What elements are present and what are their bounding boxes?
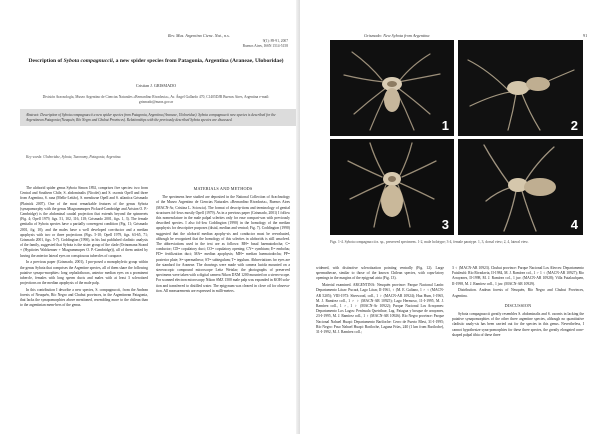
paragraph: widened, with distinctive sclerotization pointing ventrally (Fig. 12). Large spermathecae, similar to those of the known Chilean species, with copu-latory openings in the margins of the epigynal atria (Fig. 13). xyxy=(316,266,444,281)
left-column-2 xyxy=(156,186,290,296)
page-number: 91 xyxy=(583,33,588,38)
figure-caption: Figs. 1-4. Sybota compagnuccii n. sp., preserved specimens. 1-2, male holotype; 3-4, female paratype. 1, 3, dorsal view; 2, 4, lateral view. xyxy=(330,240,529,244)
left-column-1 xyxy=(20,186,148,310)
title-rest: , a new spider species from Patagonia, Argentina (Araneae, Uloboridae) xyxy=(112,58,284,64)
author: Cristian J. GRISMADO xyxy=(135,83,177,88)
paragraph: The specimens here studied are deposited in the National Collection of Arachnology of the Museo Argentino de Ciencias Naturales «Bernardino Rivadavia», Buenos Aires (MACN-Ar, Cristina L. Scioscia). The format of descrip-tions and terminology of genital structures fol-lows mostly Opell (1979). As in a previous paper (Grismado, 2001) I follow this nomenclature in the male palpal sclerites only for ease compari-son with previously described species. I also fol-low Coddington (1990) in the homology of the median apophysis for descriptive purposes (distal, median and ventral; Fig. 7). Coddington (1990) suggested that the uloborid median apophy-sis and conductor must be reevaluated, although he recognized that the homology of this sclerites in uloborids is still unsolved. The abbreviations used in the text are as follows: BH= basal haematodocha; C= conductor; CD= copulatory duct; CO= copulatory opening; CY= cymbium; E= embolus; FD= fertilization duct; MA= median apophysis; MH= median haematodocha; PP= posterior plate; S= spermatheca; ST= subtegulum; T= tegulum. Abbreviations for eyes are the standard for Araneae. The drawings were made with camera lucida mounted on a stereoscopic compound microscope Leitz Wetzlar; the photographs of preserved specimens were taken with a digital camera Nikon DXM 1200 mounted on a stereo-scope. For scanned electron microscopy Nikon SMZ 1500 male palp was expanded in KOH solu-tion and transferred to distilled water. The epigynum was cleared in clove oil for observa-tion. All measurements are expressed in milli-meters. xyxy=(156,195,290,293)
figure-panel-1 xyxy=(330,40,454,136)
figure-number: 2 xyxy=(570,118,578,133)
paragraph: In this contribution I describe a new species, S. compagnuccii, from the Andean forests of Neuquén, Río Negro and Chubut provinces, in the Argentinean Patagonia, that lacks the synapomorphies above mentioned, resembling more to the chilean than to the argentinian mem-bers of the genus. xyxy=(20,287,148,308)
figure-plate xyxy=(330,40,583,235)
title-prefix: Description of xyxy=(28,58,64,64)
figure-panel-3 xyxy=(330,139,454,235)
spider-lateral-male-image xyxy=(458,40,583,136)
figure-number: 4 xyxy=(570,217,578,232)
figure-panel-4 xyxy=(458,139,583,235)
spider-dorsal-male-image xyxy=(330,40,454,136)
spider-dorsal-female-image xyxy=(330,139,454,235)
right-column-2 xyxy=(452,266,584,339)
paragraph: In a previous paper (Grismado, 2001), I pro-posed a monophyletic group within the genus Sybota that comprises the Argentine species, all of them share the following putative synapo-morphies: long cephalothorax, anterior median eyes on a prominent tubercle, females with long sperm ducts and males with at least 3 sclerotized projections on the median apophysis of the male palp. xyxy=(20,260,148,286)
journal-line: Rev. Mus. Argentino Cienc. Nat., n.s. xyxy=(168,33,230,38)
volume-line: 9(1): 89-91, 2007 xyxy=(262,39,288,43)
section-heading: MATERIALS AND METHODS xyxy=(193,186,253,191)
abstract-box: Abstract: Description of Sybota compagnuccii a new spider species from Patagonia, Argentina (Araneae, Uloboridae). Sybota compagnuccii new species is described for the Argentinean Patagonia (Neuquén, Río Negro and Chubut Provinces). Relationships with the previously described Sybota species are discussed. xyxy=(20,109,300,126)
figure-panel-2 xyxy=(458,40,583,136)
paragraph: Material examined. ARGENTINA: Neuquén province: Parque Nacional Lanín: Departamento Lácar: Pucará, Lago Lácar, II-1961, ♀ (M. E. Galiano, 1 ♂ ♀ (MACN-AR 5205); VIII-1973: Sherwood, coll., 1 ♀ (MACN-AR 10924); Hua Hum, I-1965, M. J. Ramírez coll., 1 ♂ ♀ (MACN-AR 10925); Lago Hermoso, 11-I-1995, M. J. Ramírez coll., 1 ♂, 1 ♀ (MACN-Ar 10922); Parque Nacional Los Arrayanes: Departamento Los Lagos: Península Quetrihue, Lag. Patagua y bosque de arrayanes, 23-I-1995, M. J. Ramírez coll., 1 ♀ (MACN-AR 10926). Río Negro province: Parque Nacional Nahuel Huapi: Departamento Bariloche: Cerro de Puerto Blest, 31-I-1995; Río Negro: Paso Nahuel Huapi: Bariloche, Laguna Frías, 240 (1 km from Bariloche), 31-I-1992, M. J. Ramírez coll.; xyxy=(316,283,444,334)
paragraph: The uloborid spider genus Sybota Simon 1892, comprises five species: two from Central and Southern Chile, S. abdominalis (Nicolet) and S. osornis Opell and three from Argentina, S. rana (Mello-Leitão), S. mendozae Opell and S. atlantica Grismado (Platnick 2007). One of the most remarkable features of the genus Sybota (synapomorphy with the genus Miagrammopes Pickard-Cambridge and Ariston O. P.-Cambridge) is the abdominal caudal projection that extends beyond the spinnerets (Fig. 4; Opell 1979, figs. 51, 102, 116, 118; Grismado 2001, figs. 1, 3). The female genitalia of Sybota species have a partially convergent condition (Fig. 11; Grismado 2001, fig. 10); and the males have a well developed con-ductor and a median apophysis with two or three projections (Figs. 5-10; Opell 1979, figs. 63-65, 71; Grismado 2001, figs. 5-7). Coddington (1990), in his last published cladistic analysis of the family, suggested that Sybota is the sister group of the clade (Orinomana Strand + (Hyptiotes Walckenaer + Miagrammopes O. P.-Cambridge)), all of them united by having the anterior lateral eyes on conspicuous tubercles of carapace. xyxy=(20,186,148,258)
right-column-1 xyxy=(316,266,444,337)
figure-number: 1 xyxy=(441,118,449,133)
article-title xyxy=(20,57,292,65)
affiliation: División Aracnología, Museo Argentino de Ciencias Naturales «Bernardino Rivadavia», Av. Ángel Gallardo 470, C1405DJR Buenos Aires, Argentina e-mail: grismado@macn.gov.ar xyxy=(42,95,270,104)
paragraph: Distribution. Andean forests of Neuquén, Río Negro and Chubut Provinces, Argentina. xyxy=(452,288,584,298)
section-heading: DISCUSSION xyxy=(504,302,532,308)
keywords: Key words: Uloboridae, Sybota, Taxonomy, Patagonia, Argentina. xyxy=(26,155,122,159)
issn-line: Buenos Aires, ISSN 1514-5158 xyxy=(242,44,288,48)
spider-lateral-female-image xyxy=(458,139,583,235)
paragraph: Sybota compagnuccii greatly resembles S. abdominalis and S. osornis in lacking the putative synapomorphies of the other three argentine species, although no quantitative cladistic analy-sis has been carried out for the species in this genus. Nevertheless, I cannot hypothesize syna-pomorphies for these three species, the greatly elongated cone-shaped palpal tibia of these three xyxy=(452,311,584,337)
title-species: Sybota compagnuccii xyxy=(63,58,113,64)
figure-number: 3 xyxy=(441,217,449,232)
running-head: Grismado: New Sybota from Argentina xyxy=(364,33,430,38)
paragraph: 3 ♀ (MACN-AR 10923). Chubut province: Parque Nacional Los Alerces: Departamento Futaleufú: Río Rivadavia, II-1984, M. J. Ramírez col., 1 ♂ 1 ♀ (MACN-AR 10927); Río Arrayanes, II-1998, M. J. Ramírez col., 1 juv. (MACN-AR 10928); Villa Futalaufquen, II-1998, M. J. Ramírez coll., 1 juv. (MACN-AR 10929). xyxy=(452,266,584,286)
